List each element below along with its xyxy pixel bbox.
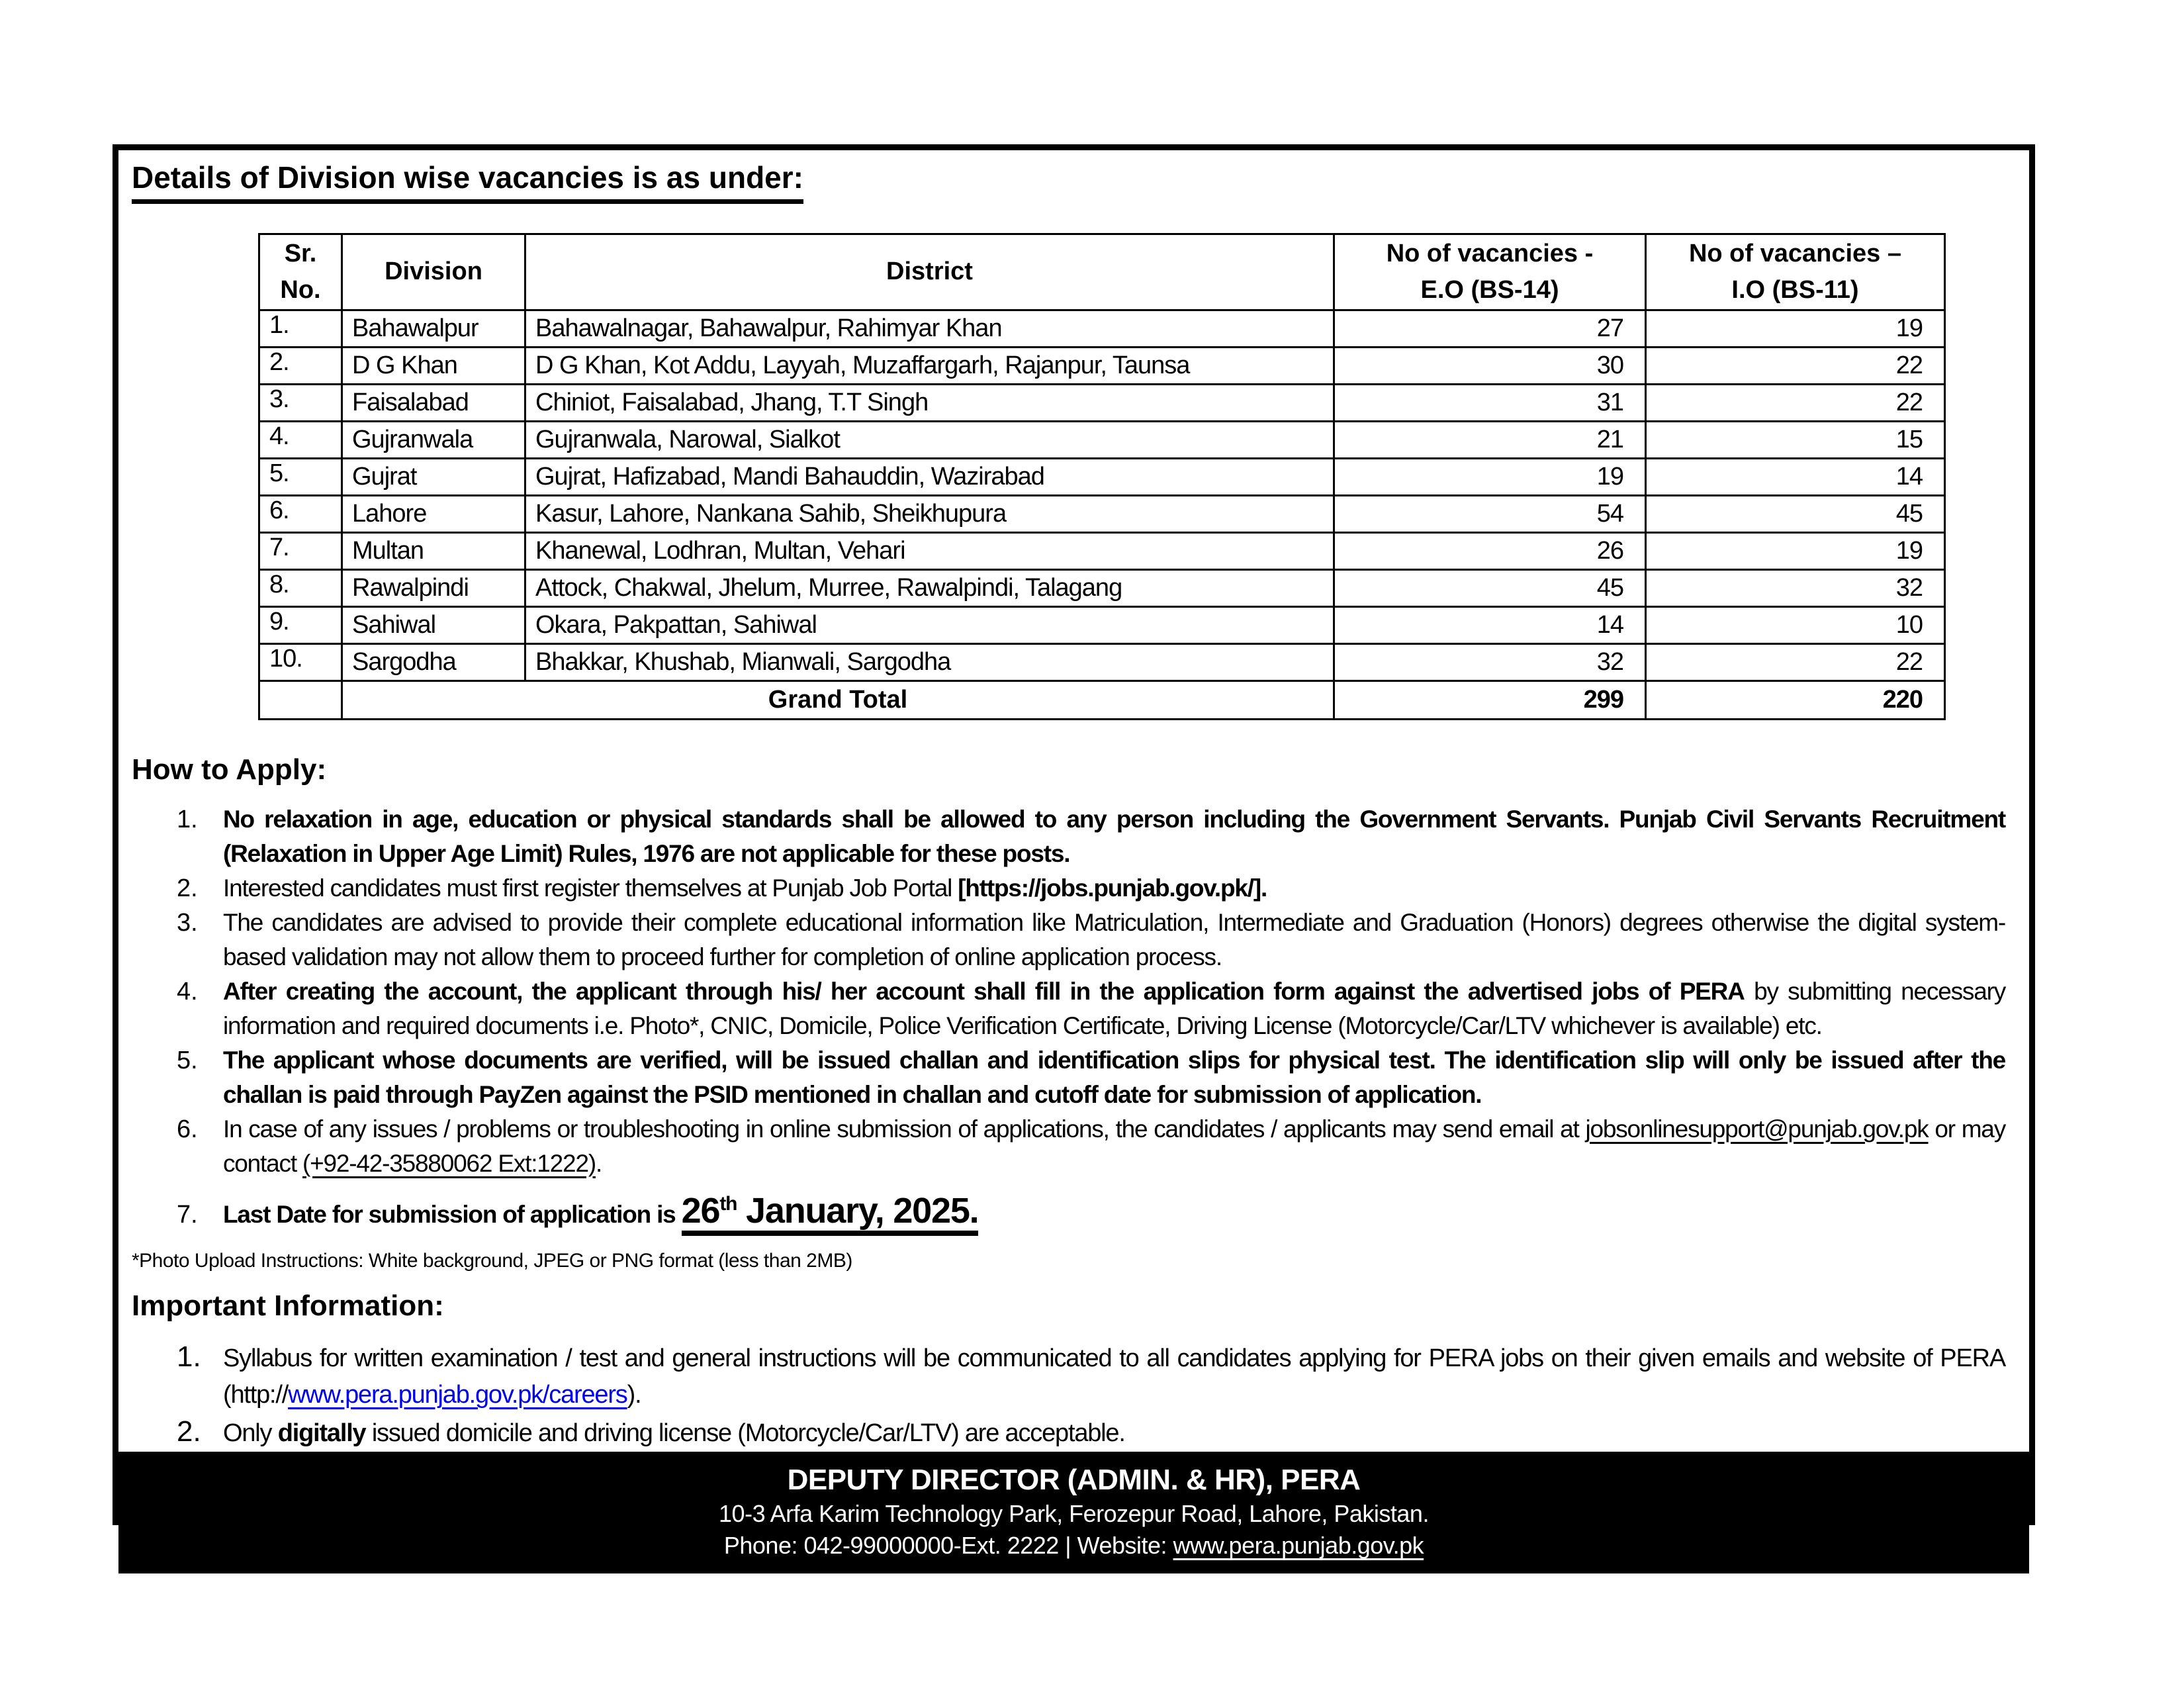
footer-phone-text: Phone: 042-99000000-Ext. 2222 | Website: — [723, 1532, 1173, 1559]
grand-total-label: Grand Total — [342, 681, 1334, 720]
regular-text: In case of any issues / problems or troubleshooting in online submission of applications, the candidates / applicants may send email at — [223, 1115, 1586, 1143]
cell-division: Bahawalpur — [342, 310, 525, 348]
vacancy-table — [258, 233, 1946, 720]
footer-signatory: DEPUTY DIRECTOR (ADMIN. & HR), PERA — [787, 1464, 1361, 1496]
header-eo-line2: E.O (BS-14) — [1420, 276, 1559, 304]
cell-sr: 10. — [259, 644, 342, 681]
cell-vacancies-eo: 27 — [1334, 310, 1646, 348]
cell-district: Khanewal, Lodhran, Multan, Vehari — [525, 533, 1334, 570]
cell-division: Sargodha — [342, 644, 525, 681]
last-date-prefix: Last Date for submission of application is — [223, 1201, 682, 1228]
list-item — [118, 1043, 2029, 1112]
cell-vacancies-io: 22 — [1646, 385, 1945, 422]
cell-sr: 3. — [259, 385, 342, 422]
bold-text: digitally — [277, 1419, 366, 1447]
header-division: Division — [342, 234, 525, 310]
important-info-list — [118, 1338, 2029, 1452]
cell-sr: 1. — [259, 310, 342, 348]
cell-district: Kasur, Lahore, Nankana Sahib, Sheikhupura — [525, 496, 1334, 533]
footer-website-link[interactable]: www.pera.punjab.gov.pk — [1173, 1532, 1424, 1559]
deadline-ordinal: th — [719, 1193, 737, 1215]
list-item-text — [223, 1112, 2029, 1181]
table-header-row — [259, 234, 1945, 310]
list-item-text — [223, 871, 2029, 906]
list-item-number: 3. — [177, 909, 198, 937]
list-item-text — [223, 1340, 2029, 1413]
table-row — [259, 348, 1945, 385]
cell-division: Multan — [342, 533, 525, 570]
footer-address: 10-3 Arfa Karim Technology Park, Ferozepur Road, Lahore, Pakistan. — [719, 1500, 1429, 1527]
page-title: Details of Division wise vacancies is as under: — [132, 160, 803, 204]
cell-vacancies-io: 14 — [1646, 459, 1945, 496]
header-sr-line2: No. — [280, 276, 321, 304]
cell-vacancies-io: 19 — [1646, 310, 1945, 348]
bold-text: After creating the account, the applicant through his/ her account shall fill in the application form against the advertised jobs of PERA — [223, 978, 1745, 1005]
cell-vacancies-eo: 14 — [1334, 607, 1646, 644]
list-item-number: 6. — [177, 1115, 198, 1143]
grand-total-eo: 299 — [1334, 681, 1646, 720]
cell-sr: 4. — [259, 422, 342, 459]
regular-text: or may contact — [223, 1115, 2005, 1177]
deadline-day: 26 — [681, 1191, 720, 1231]
table-row — [259, 644, 1945, 681]
cell-district: Bahawalnagar, Bahawalpur, Rahimyar Khan — [525, 310, 1334, 348]
how-to-apply-list — [118, 802, 2029, 1238]
list-item — [118, 871, 2029, 906]
header-io-line2: I.O (BS-11) — [1731, 276, 1859, 304]
bold-text: The applicant whose documents are verified, will be issued challan and identification slips for physical test. The identification slip will only be issued after the challan is paid through PayZen against the PSID mentioned in challan and cutoff date for submission of application. — [223, 1047, 2005, 1108]
cell-district: Okara, Pakpattan, Sahiwal — [525, 607, 1334, 644]
cell-vacancies-eo: 32 — [1334, 644, 1646, 681]
list-item-last-date — [118, 1181, 2029, 1238]
regular-text: issued domicile and driving license (Motorcycle/Car/LTV) are acceptable. — [365, 1419, 1125, 1447]
list-item-number: 1. — [177, 1340, 201, 1373]
list-item-number: 5. — [177, 1047, 198, 1074]
cell-division: Gujrat — [342, 459, 525, 496]
grand-total-row — [259, 681, 1945, 720]
table-row — [259, 459, 1945, 496]
cell-vacancies-eo: 26 — [1334, 533, 1646, 570]
cell-division: Rawalpindi — [342, 570, 525, 607]
cell-vacancies-io: 22 — [1646, 348, 1945, 385]
cell-district: Gujrat, Hafizabad, Mandi Bahauddin, Wazirabad — [525, 459, 1334, 496]
cell-vacancies-eo: 31 — [1334, 385, 1646, 422]
footer-contact-bar — [118, 1452, 2029, 1573]
cell-vacancies-eo: 21 — [1334, 422, 1646, 459]
cell-vacancies-io: 15 — [1646, 422, 1945, 459]
list-item-number: 4. — [177, 978, 198, 1006]
table-row — [259, 422, 1945, 459]
cell-district: Gujranwala, Narowal, Sialkot — [525, 422, 1334, 459]
cell-sr: 9. — [259, 607, 342, 644]
table-row — [259, 570, 1945, 607]
deadline-date — [682, 1191, 979, 1236]
list-item — [118, 1112, 2029, 1181]
deadline-month-year: January, 2025. — [737, 1191, 979, 1231]
header-io-line1: No of vacancies – — [1688, 239, 1902, 267]
list-item-number: 2. — [177, 874, 198, 902]
cell-vacancies-eo: 45 — [1334, 570, 1646, 607]
list-item-text — [223, 1415, 2029, 1452]
table-row — [259, 496, 1945, 533]
list-item-text: The candidates are advised to provide their complete educational information like Matriculation, Intermediate and Graduation (Honors) degrees otherwise the digital system-based validation may not allow them to proceed further for completion of online application process. — [223, 909, 2005, 970]
title-row — [132, 160, 2029, 204]
list-item-text — [223, 1043, 2029, 1112]
table-row — [259, 607, 1945, 644]
cell-division: Faisalabad — [342, 385, 525, 422]
cell-vacancies-io: 22 — [1646, 644, 1945, 681]
cell-sr: 2. — [259, 348, 342, 385]
header-sr-no — [259, 234, 342, 310]
header-district: District — [525, 234, 1334, 310]
cell-vacancies-eo: 54 — [1334, 496, 1646, 533]
cell-district: Bhakkar, Khushab, Mianwali, Sargodha — [525, 644, 1334, 681]
cell-division: Gujranwala — [342, 422, 525, 459]
regular-text: . — [595, 1150, 602, 1177]
regular-text: ). — [627, 1381, 641, 1409]
last-date-text — [223, 1181, 2029, 1238]
cell-sr: 7. — [259, 533, 342, 570]
cell-district: Chiniot, Faisalabad, Jhang, T.T Singh — [525, 385, 1334, 422]
list-item — [118, 906, 2029, 974]
regular-text: Only — [223, 1419, 278, 1447]
list-item-number: 2. — [177, 1415, 201, 1448]
cell-division: D G Khan — [342, 348, 525, 385]
cell-vacancies-eo: 19 — [1334, 459, 1646, 496]
footer-phone-website — [118, 1530, 2029, 1562]
cell-district: D G Khan, Kot Addu, Layyah, Muzaffargarh, Rajanpur, Taunsa — [525, 348, 1334, 385]
cell-division: Sahiwal — [342, 607, 525, 644]
grand-total-io: 220 — [1646, 681, 1945, 720]
regular-text: Syllabus for written examination / test and general instructions will be communicated to all candidates applying for PERA jobs on their given emails and website of PERA (http:// — [223, 1344, 2005, 1409]
table-row — [259, 533, 1945, 570]
careers-link[interactable]: www.pera.punjab.gov.pk/careers — [288, 1381, 627, 1409]
list-item — [118, 1338, 2029, 1413]
cell-district: Attock, Chakwal, Jhelum, Murree, Rawalpindi, Talagang — [525, 570, 1334, 607]
cell-sr: 5. — [259, 459, 342, 496]
table-row — [259, 385, 1945, 422]
advert-page-border — [113, 144, 2035, 1559]
header-sr-line1: Sr. — [284, 239, 317, 267]
list-item-text — [223, 802, 2029, 871]
regular-text: Interested candidates must first register themselves at Punjab Job Portal — [223, 874, 958, 902]
cell-sr-empty — [259, 681, 342, 720]
header-eo-line1: No of vacancies - — [1386, 239, 1594, 267]
list-item-number: 7. — [177, 1201, 198, 1229]
cell-vacancies-io: 10 — [1646, 607, 1945, 644]
list-item — [118, 802, 2029, 871]
cell-vacancies-eo: 30 — [1334, 348, 1646, 385]
how-to-apply-heading: How to Apply: — [132, 753, 327, 786]
important-info-heading: Important Information: — [132, 1289, 444, 1322]
list-item-text — [223, 974, 2029, 1043]
support-email-link[interactable]: jobsonlinesupport@punjab.gov.pk — [1585, 1115, 1929, 1143]
table-row — [259, 310, 1945, 348]
cell-sr: 6. — [259, 496, 342, 533]
header-vacancies-eo — [1334, 234, 1646, 310]
portal-url-text: [https://jobs.punjab.gov.pk/]. — [958, 874, 1267, 902]
regular-text: by submitting necessary information and required documents i.e. Photo*, CNIC, Domicile, Police Verification Certificate, Driving License (Motorcycle/Car/LTV whichever is available) etc. — [223, 978, 2005, 1039]
list-item — [118, 1413, 2029, 1452]
cell-vacancies-io: 19 — [1646, 533, 1945, 570]
cell-vacancies-io: 45 — [1646, 496, 1945, 533]
header-vacancies-io — [1646, 234, 1945, 310]
photo-upload-note: *Photo Upload Instructions: White background, JPEG or PNG format (less than 2MB) — [132, 1250, 852, 1272]
cell-vacancies-io: 32 — [1646, 570, 1945, 607]
cell-division: Lahore — [342, 496, 525, 533]
support-phone-link[interactable]: (+92-42-35880062 Ext:1222) — [302, 1150, 596, 1177]
list-item — [118, 974, 2029, 1043]
cell-sr: 8. — [259, 570, 342, 607]
bold-text: No relaxation in age, education or physical standards shall be allowed to any person including the Government Servants. Punjab Civil Servants Recruitment (Relaxation in Upper Age Limit) Rules, 1976 are not applicable for these posts. — [223, 806, 2005, 867]
list-item-number: 1. — [177, 806, 198, 833]
